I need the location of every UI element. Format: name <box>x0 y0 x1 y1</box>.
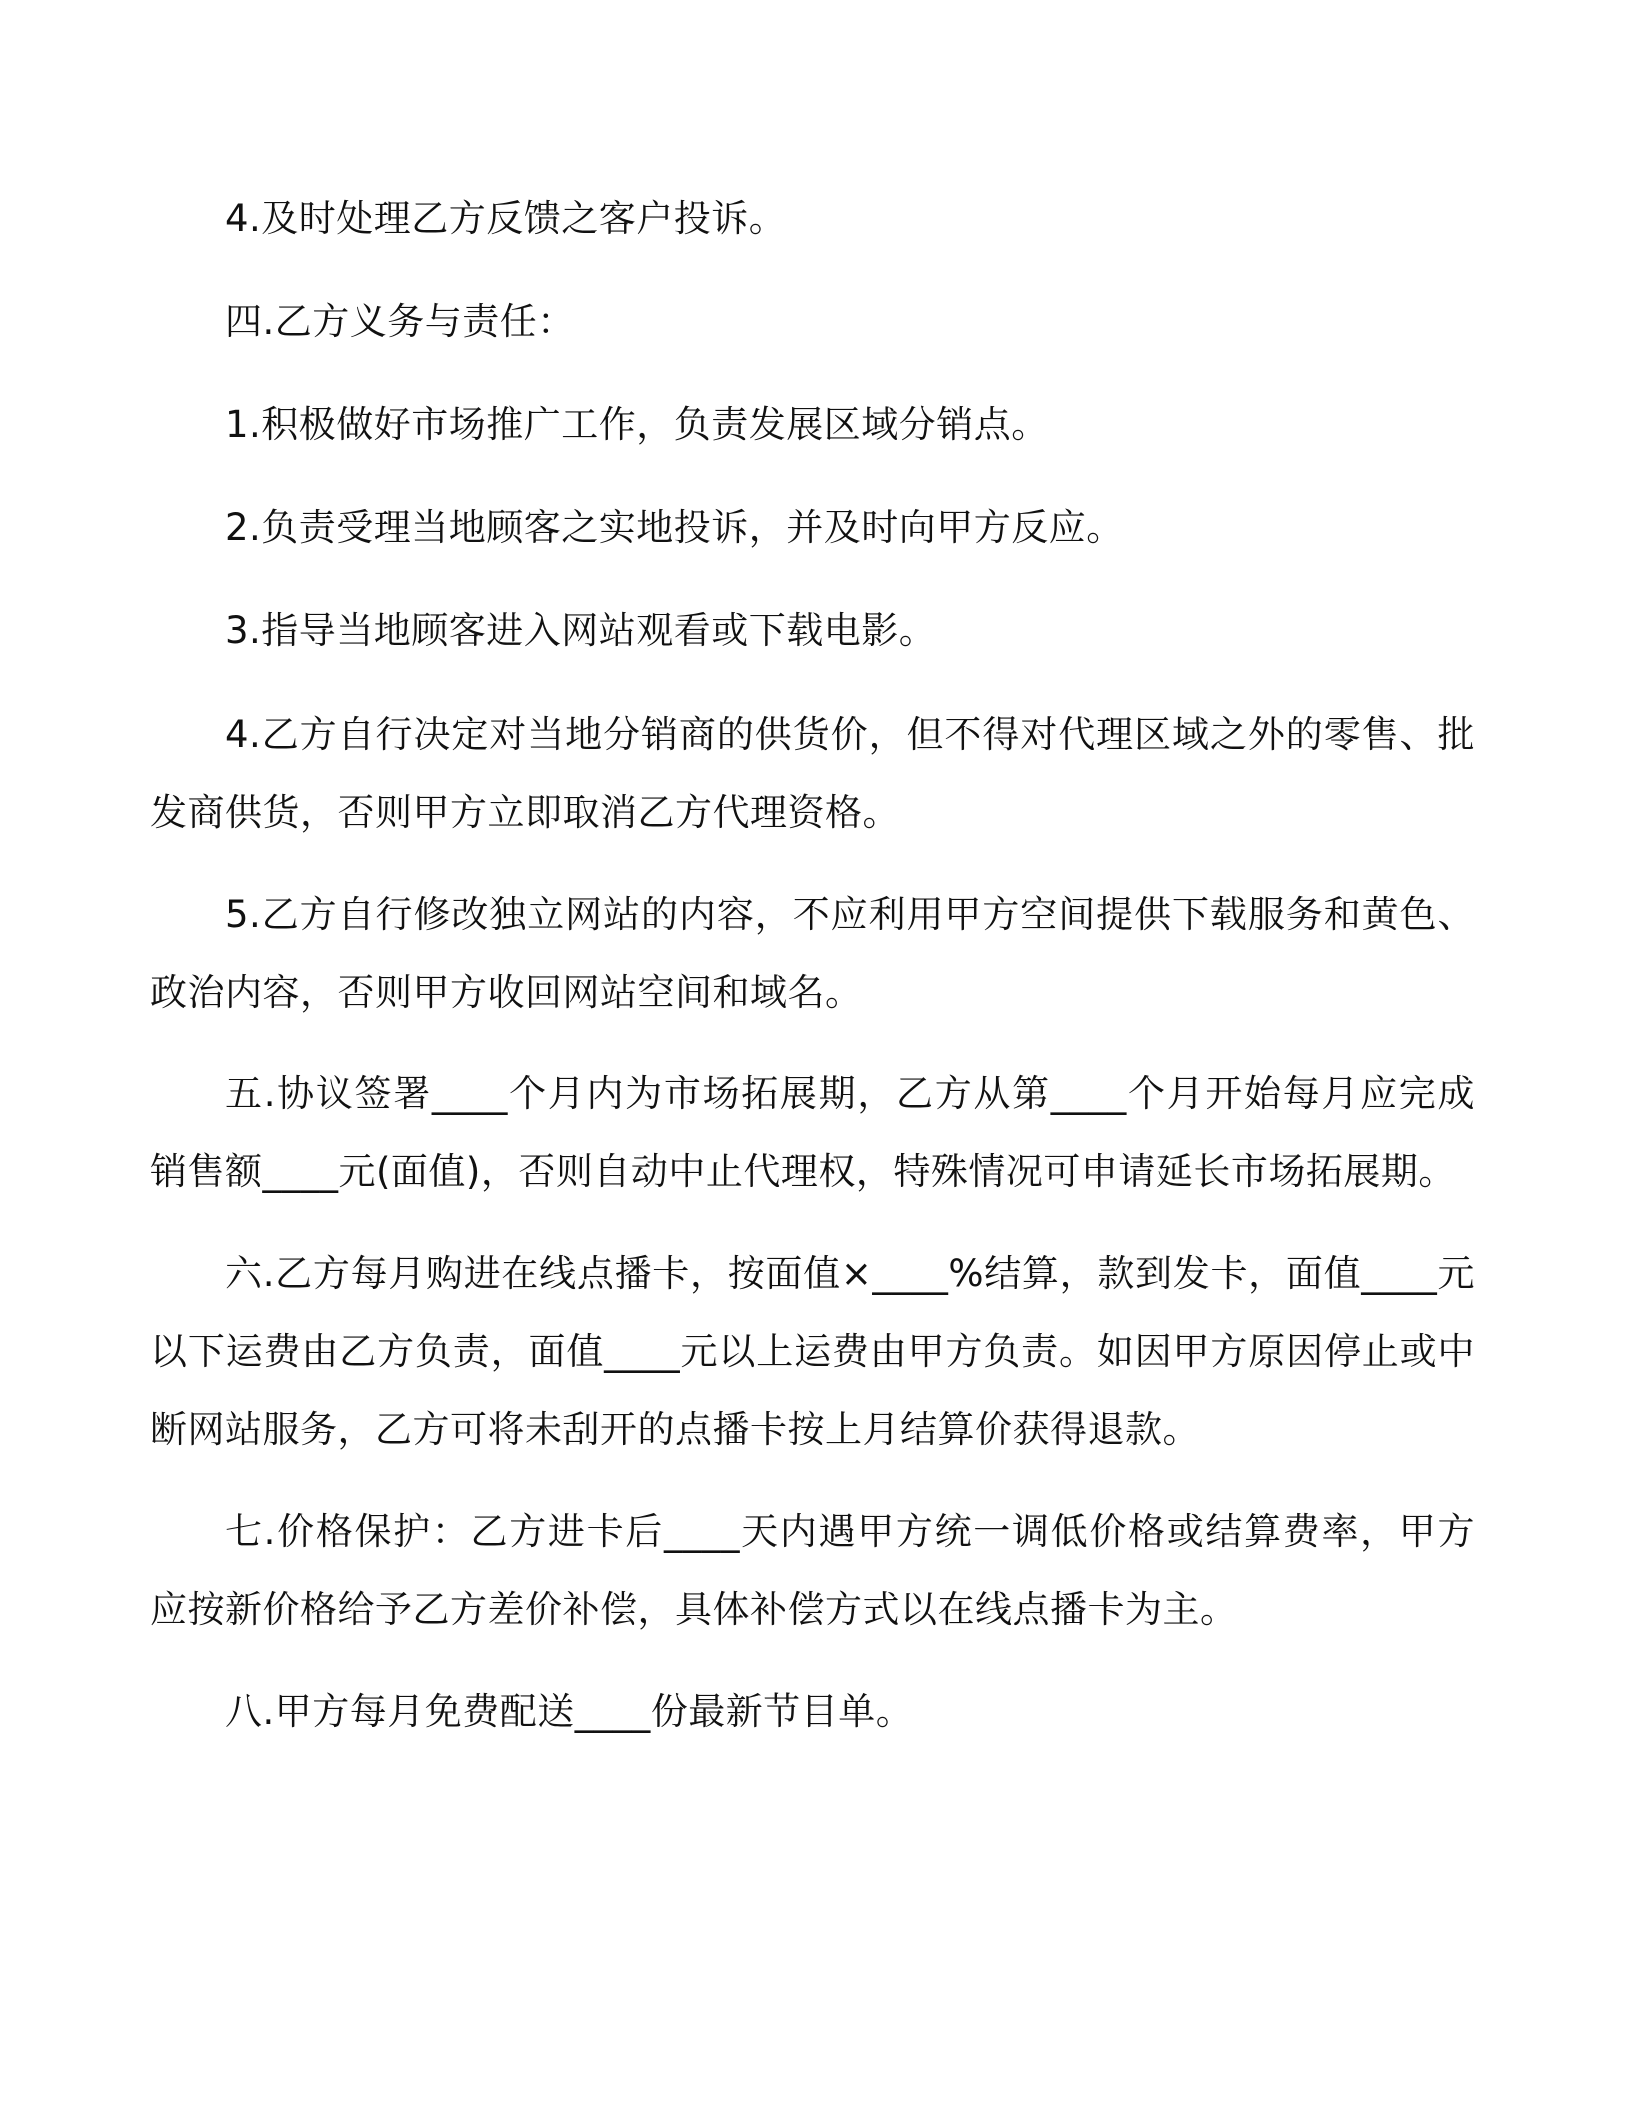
clause-b-2-complaints: 2.负责受理当地顾客之实地投诉，并及时向甲方反应。 <box>225 506 1124 549</box>
section-5-market-period: 五.协议签署____个月内为市场拓展期，乙方从第____个月开始每月应完成销售额____元(面值)，否则自动中止代理权，特殊情况可申请延长市场拓展期。 <box>150 1072 1475 1193</box>
section-4-heading: 四.乙方义务与责任： <box>225 300 575 343</box>
clause-b-4-pricing: 4.乙方自行决定对当地分销商的供货价，但不得对代理区域之外的零售、批发商供货，否则甲方立即取消乙方代理资格。 <box>150 713 1475 834</box>
section-7-price-protection: 七.价格保护：乙方进卡后____天内遇甲方统一调低价格或结算费率，甲方应按新价格给予乙方差价补偿，具体补偿方式以在线点播卡为主。 <box>150 1510 1475 1631</box>
clause-b-1-promotion: 1.积极做好市场推广工作，负责发展区域分销点。 <box>225 403 1049 446</box>
section-8-program-list: 八.甲方每月免费配送____份最新节目单。 <box>225 1690 914 1733</box>
clause-b-3-guidance: 3.指导当地顾客进入网站观看或下载电影。 <box>225 609 937 652</box>
section-6-purchase: 六.乙方每月购进在线点播卡，按面值×____%结算，款到发卡，面值____元以下运费由乙方负责，面值____元以上运费由甲方负责。如因甲方原因停止或中断网站服务，乙方可将未刮开的点播卡按上月结算价获得退款。 <box>150 1252 1475 1451</box>
clause-b-5-website: 5.乙方自行修改独立网站的内容，不应利用甲方空间提供下载服务和黄色、政治内容，否则甲方收回网站空间和域名。 <box>150 893 1475 1014</box>
clause-a-4-complaints: 4.及时处理乙方反馈之客户投诉。 <box>225 197 787 240</box>
